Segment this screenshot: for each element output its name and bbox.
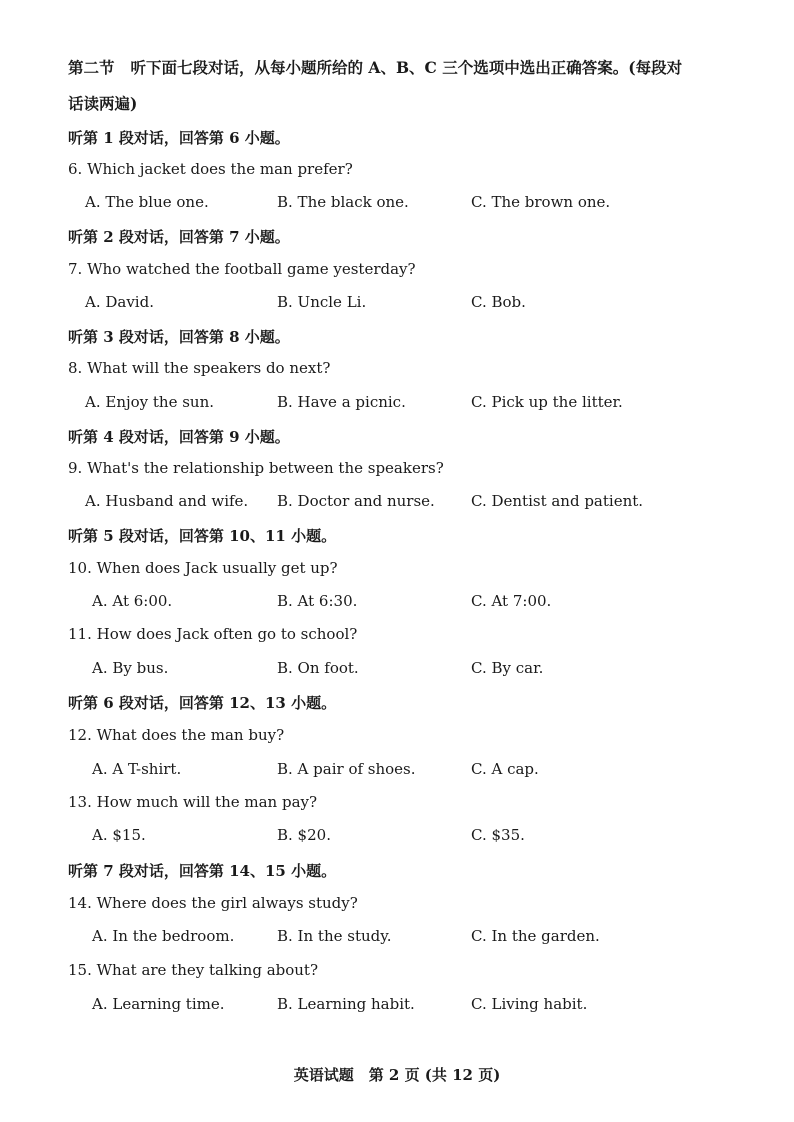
dialogue-instruction: 听第 3 段对话，回答第 8 小题。	[68, 328, 290, 346]
option-a: A. Learning time.	[92, 995, 225, 1013]
option-c: C. Bob.	[471, 293, 526, 311]
question-text: 6. Which jacket does the man prefer?	[68, 160, 353, 178]
option-b: B. $20.	[277, 826, 331, 844]
option-b: B. Doctor and nurse.	[277, 492, 435, 510]
dialogue-instruction: 听第 5 段对话，回答第 10、11 小题。	[68, 527, 337, 545]
question-text: 11. How does Jack often go to school?	[68, 625, 358, 643]
option-a: A. At 6:00.	[92, 592, 173, 610]
option-a: A. Husband and wife.	[85, 492, 249, 510]
option-c: C. Pick up the litter.	[471, 393, 623, 411]
option-b: B. A pair of shoes.	[277, 760, 416, 778]
option-a: A. David.	[85, 293, 154, 311]
page-footer: 英语试题 第 2 页 (共 12 页)	[293, 1066, 501, 1084]
option-b: B. Have a picnic.	[277, 393, 406, 411]
dialogue-instruction: 听第 2 段对话，回答第 7 小题。	[68, 228, 290, 246]
option-a: A. The blue one.	[85, 193, 209, 211]
option-b: B. The black one.	[277, 193, 409, 211]
option-b: B. At 6:30.	[277, 592, 358, 610]
question-text: 15. What are they talking about?	[68, 961, 318, 979]
section-header	[68, 56, 682, 78]
option-c: C. By car.	[471, 659, 544, 677]
dialogue-instruction: 听第 4 段对话，回答第 9 小题。	[68, 428, 290, 446]
section-instruction-line1: 听下面七段对话，从每小题所给的 A、B、C 三个选项中选出正确答案。(每段对	[130, 58, 683, 77]
question-text: 7. Who watched the football game yesterday?	[68, 260, 416, 278]
question-text: 9. What's the relationship between the speakers?	[68, 459, 444, 477]
question-text: 8. What will the speakers do next?	[68, 359, 331, 377]
option-c: C. A cap.	[471, 760, 539, 778]
dialogue-instruction: 听第 1 段对话，回答第 6 小题。	[68, 129, 290, 147]
option-c: C. The brown one.	[471, 193, 611, 211]
section-label: 第二节	[68, 58, 115, 77]
option-c: C. At 7:00.	[471, 592, 552, 610]
option-b: B. In the study.	[277, 927, 392, 945]
question-text: 12. What does the man buy?	[68, 726, 285, 744]
dialogue-instruction: 听第 7 段对话，回答第 14、15 小题。	[68, 862, 337, 880]
option-b: B. Learning habit.	[277, 995, 415, 1013]
option-a: A. A T-shirt.	[92, 760, 182, 778]
option-a: A. In the bedroom.	[92, 927, 235, 945]
option-a: A. By bus.	[92, 659, 169, 677]
section-instruction-line2: 话读两遍)	[68, 94, 138, 113]
option-b: B. Uncle Li.	[277, 293, 367, 311]
option-c: C. In the garden.	[471, 927, 600, 945]
dialogue-instruction: 听第 6 段对话，回答第 12、13 小题。	[68, 694, 337, 712]
option-a: A. $15.	[92, 826, 146, 844]
option-c: C. Dentist and patient.	[471, 492, 644, 510]
question-text: 10. When does Jack usually get up?	[68, 559, 338, 577]
option-c: C. $35.	[471, 826, 525, 844]
question-text: 13. How much will the man pay?	[68, 793, 318, 811]
option-b: B. On foot.	[277, 659, 359, 677]
question-text: 14. Where does the girl always study?	[68, 894, 358, 912]
option-a: A. Enjoy the sun.	[85, 393, 215, 411]
option-c: C. Living habit.	[471, 995, 588, 1013]
